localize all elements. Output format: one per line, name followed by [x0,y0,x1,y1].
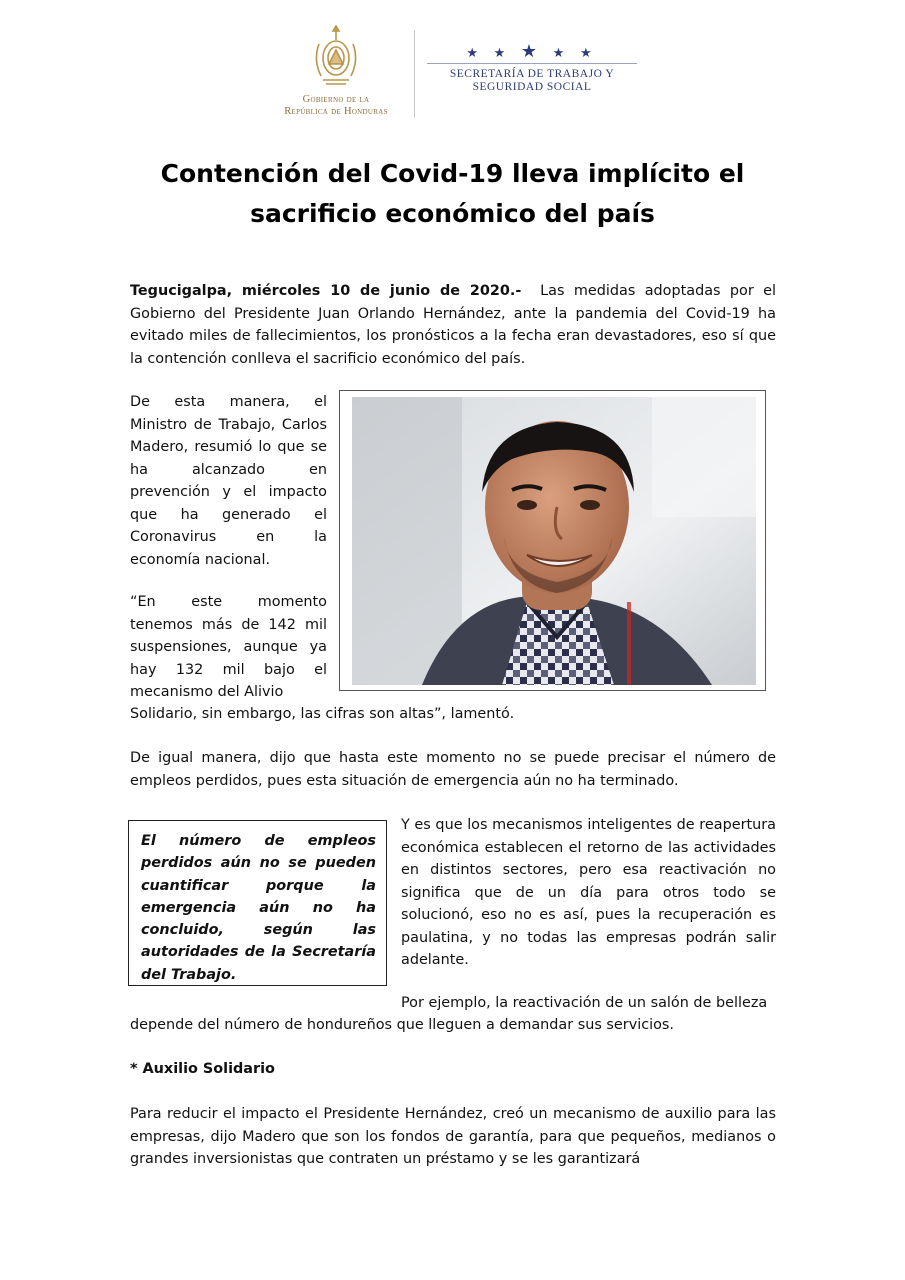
paragraph-minister: De esta manera, el Ministro de Trabajo, Carlos Madero, resumió lo que se ha alcanzado en prevención y el impacto que ha generado el Coronavirus en la economía nacional. [130,394,327,568]
paragraph-example-head: Por ejemplo, la reactivación de un salón de belleza [401,995,768,1011]
dateline: Tegucigalpa, miércoles 10 de junio de 2020.- [130,283,522,299]
government-name-line1: Gobierno de la [302,94,370,105]
header-divider [414,30,415,118]
minister-photo [352,397,756,685]
photo-frame [339,390,766,691]
secretariat-name-line2: SEGURIDAD SOCIAL [472,81,592,93]
title-line-2: sacrificio económico del país [250,199,655,228]
paragraph-reopening: Y es que los mecanismos inteligentes de reapertura económica establecen el retorno de las actividades en distintos sectores, pero esa reactivación no significa que de un día para otros todo se solucionó, eso no es así, pues la recuperación es paulatina, y no todas las empresas podrán salir adelante. [401,817,776,968]
paragraph-jobs-lost: De igual manera, dijo que hasta este momento no se puede precisar el número de empleos perdidos, pues esta situación de emergencia aún no ha terminado. [130,750,776,789]
letterhead [0,0,905,130]
paragraph-guarantee-funds: Para reducir el impacto el Presidente Hernández, creó un mecanismo de auxilio para las empresas, dijo Madero que son los fondos de garantía, para que pequeños, medianos o grandes inversionistas que contraten un préstamo y se les garantizará [130,1106,776,1167]
secretariat-rule [427,63,637,64]
government-logo [262,22,410,118]
title-line-1: Contención del Covid-19 lleva implícito el [160,159,745,188]
secretariat-name-line1: SECRETARÍA DE TRABAJO Y [449,68,615,80]
pull-quote-text: El número de empleos perdidos aún no se pueden cuantificar porque la emergencia aún no ha concluido, según las autoridades de la Secretaría del Trabajo. [141,833,376,983]
government-name-line2: República de Honduras [284,106,388,117]
section-subheading: * Auxilio Solidario [130,1061,275,1077]
paragraph-example-tail: depende del número de hondureños que lleguen a demandar sus servicios. [130,1017,675,1033]
paragraph-quote-suspensions-tail: Solidario, sin embargo, las cifras son altas”, lamentó. [130,706,515,722]
article-title [100,154,805,234]
pull-quote-box [128,820,387,986]
paragraph-quote-suspensions: “En este momento tenemos más de 142 mil suspensiones, aunque ya hay 132 mil bajo el mecanismo del Alivio [130,594,327,700]
portrait-illustration [352,397,756,685]
lead-paragraph [130,280,776,370]
secretariat-logo [427,41,637,94]
lead-text: Las medidas adoptadas por el Gobierno del Presidente Juan Orlando Hernández, ante la pandemia del Covid-19 ha evitado miles de fallecimientos, los pronósticos a la fecha eran devastadores, eso sí que la contención conlleva el sacrificio económico del país. [130,283,776,367]
coat-of-arms-icon [311,22,361,92]
five-stars-icon: ★ ★ ★ ★ ★ [466,41,598,61]
